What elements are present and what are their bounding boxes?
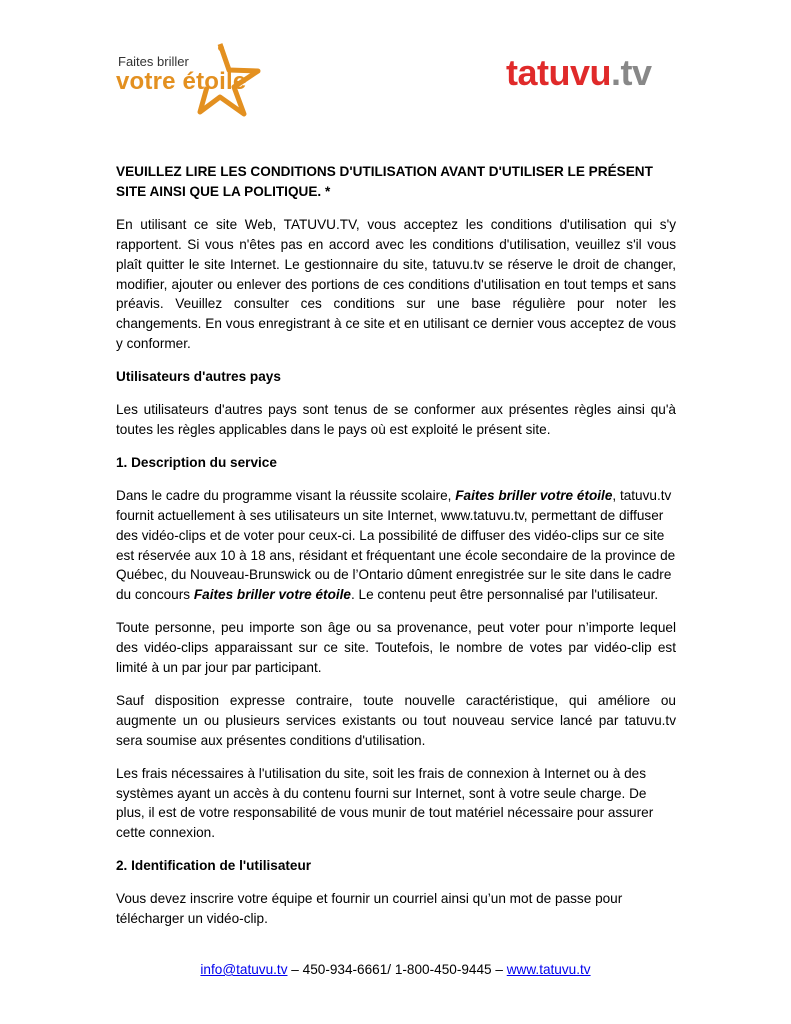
tatuvu-logo xyxy=(506,52,652,94)
section-heading-service: 1. Description du service xyxy=(116,454,277,470)
logo-line-2: votre étoile xyxy=(116,68,247,95)
footer: info@tatuvu.tv – 450-934-6661/ 1-800-450-9445 – www.tatuvu.tv xyxy=(200,962,591,977)
service-paragraph-3: Sauf disposition expresse contraire, toute nouvelle caractéristique, qui améliore ou augmente un ou plusieurs services existants ou tout nouveau service lancé par tatuvu.tv sera soumise aux présentes conditions d'utilisation. xyxy=(116,692,676,748)
other-countries-paragraph: Les utilisateurs d'autres pays sont tenus de se conformer aux présentes règles ainsi qu'à toutes les règles applicables dans le pays où est exploité le présent site. xyxy=(116,402,676,437)
section-heading-other-countries: Utilisateurs d'autres pays xyxy=(116,369,281,385)
intro-paragraph: En utilisant ce site Web, TATUVU.TV, vous acceptez les conditions d'utilisation qui s'y rapportent. Si vous n'êtes pas en accord avec les conditions d'utilisation, veuillez s'il vous plaît quitter le site Internet. Le gestionnaire du site, tatuvu.tv se réserve le droit de changer, modifier, ajouter ou enlever des portions de ces conditions d'utilisation en tout temps et sans préavis. Veuillez consulter ces conditions sur une base régulière pour noter les changements. En vous enregistrant à ce site et en utilisant ce dernier vous acceptez de vous y conformer. xyxy=(116,216,676,352)
document-body xyxy=(116,162,676,942)
website-link[interactable]: www.tatuvu.tv xyxy=(506,962,591,977)
email-link[interactable]: info@tatuvu.tv xyxy=(200,962,288,977)
page-title: VEUILLEZ LIRE LES CONDITIONS D'UTILISATION AVANT D'UTILISER LE PRÉSENT SITE AINSI QUE LA POLITIQUE. * xyxy=(116,164,653,199)
program-name: Faites briller votre étoile xyxy=(193,587,351,603)
logo-domain: .tv xyxy=(611,52,652,93)
program-name: Faites briller votre étoile xyxy=(455,487,613,503)
service-paragraph-1: Dans le cadre du programme visant la réussite scolaire, Faites briller votre étoile, tatuvu.tv fournit actuellement à ses utilisateurs un site Internet, www.tatuvu.tv, permettant de diffuser des vidéo-clips et de voter pour ceux-ci. La possibilité de diffuser des vidéo-clips sur ce site est réservée aux 10 à 18 ans, résidant et fréquentant une école secondaire de la province de Québec, du Nouveau-Brunswick ou de l’Ontario dûment enregistrée sur le site dans le cadre du concours Faites briller votre étoile. Le contenu peut être personnalisé par l'utilisateur. xyxy=(116,487,676,603)
phone-numbers: 450-934-6661/ 1-800-450-9445 xyxy=(302,962,492,977)
service-paragraph-4: Les frais nécessaires à l'utilisation du site, soit les frais de connexion à Internet ou à des systèmes ayant un accès à du contenu fourni sur Internet, sont à votre seule charge. De plus, il est de votre responsabilité de vous munir de tout matériel nécessaire pour assurer cette connexion. xyxy=(116,765,654,841)
identification-paragraph: Vous devez inscrire votre équipe et fournir un courriel ainsi qu’un mot de passe pour télécharger un vidéo-clip. xyxy=(116,891,623,927)
service-paragraph-2: Toute personne, peu importe son âge ou sa provenance, peut voter pour n’importe lequel des vidéo-clips apparaissant sur ce site. Toutefois, le nombre de votes par vidéo-clip est limité à un par jour par participant. xyxy=(116,620,676,676)
faites-briller-logo xyxy=(112,40,262,118)
logo-brand: tatuvu xyxy=(506,52,611,93)
section-heading-identification: 2. Identification de l'utilisateur xyxy=(116,858,312,874)
logo-line-1: Faites briller xyxy=(118,54,189,69)
